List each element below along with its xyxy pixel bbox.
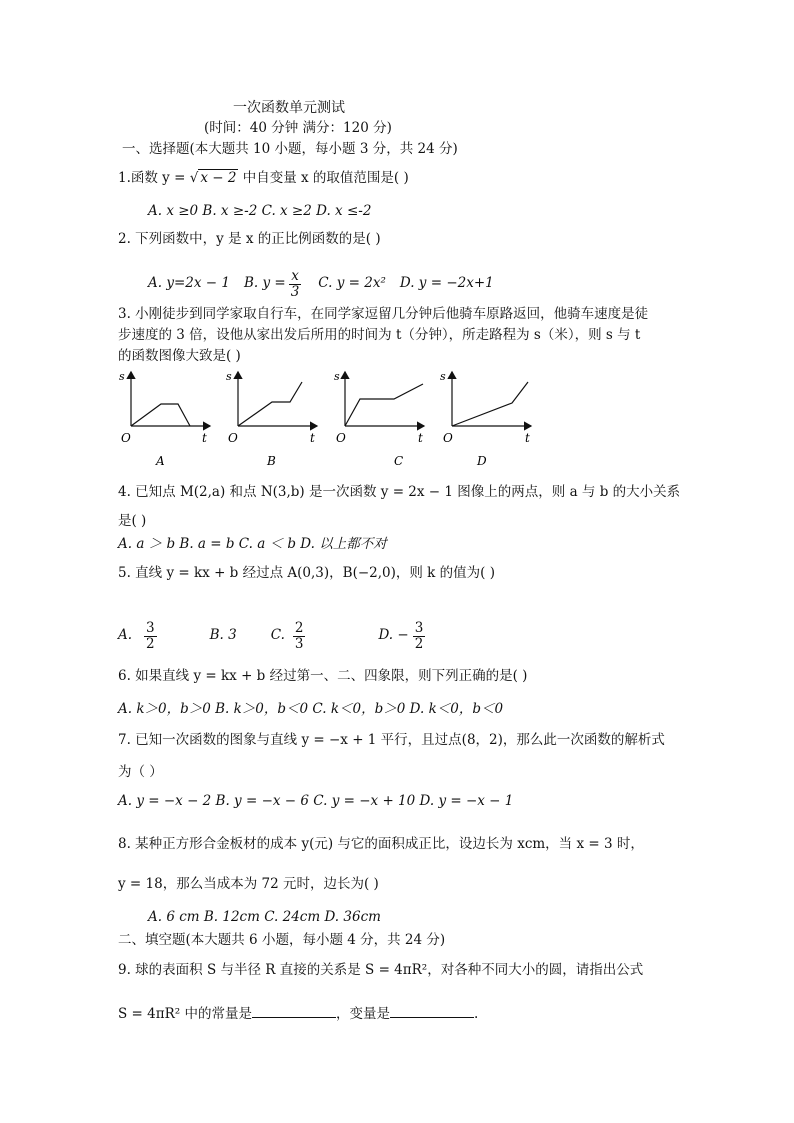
section-heading-choice: 一、选择题(本大题共 10 小题，每小题 3 分，共 24 分) [122,141,458,157]
question-1-stem [118,172,409,186]
q2-option-b-den: 3 [290,283,300,300]
q5-option-c-fraction [293,621,306,650]
question-8-options: A. 6 cm B. 12cm C. 24cm D. 36cm [148,909,381,925]
q5-option-c-pre: C. [270,627,285,644]
q5-option-a-num: 3 [146,620,155,637]
graph-a [119,370,210,468]
graph-a-label: A [156,454,165,468]
q2-option-d: D. y = −2x+1 [399,275,494,292]
question-4-options: A. a ＞ b B. a = b C. a ＜ b D. 以上都不对 [118,536,387,552]
q1-stem-post: 中自变量 x 的取值范围是( ) [238,170,409,186]
question-3-line-3: 的函数图像大致是( ) [118,348,241,364]
question-3-line-1: 3. 小刚徒步到同学家取自行车，在同学家逗留几分钟后他骑车原路返回，他骑车速度是徒 [118,306,649,322]
question-8-line-2: y = 18，那么当成本为 72 元时，边长为( ) [118,876,379,892]
question-9-line-2 [118,1005,478,1022]
graph-b-label: B [267,454,276,468]
section-heading-fill: 二、填空题(本大题共 6 小题，每小题 4 分，共 24 分) [118,932,446,948]
q2-option-b-fraction [289,269,302,298]
question-4-line-1: 4. 已知点 M(2,a) 和点 N(3,b) 是一次函数 y = 2x − 1 图像上的两点，则 a 与 b 的大小关系 [118,484,681,500]
question-7-line-2: 为（ ） [118,764,163,780]
q1-radicand: x − 2 [200,170,237,186]
constant-blank[interactable] [252,1005,336,1018]
q5-option-a-fraction [144,621,157,650]
question-1-options: A. x ≥0 B. x ≥-2 C. x ≥2 D. x ≤-2 [148,203,372,219]
graph-d-y-label: s [440,370,446,383]
q9-line-2-pre: S = 4πR² 中的常量是 [118,1006,252,1022]
question-7-options: A. y = −x − 2 B. y = −x − 6 C. y = −x + 10 D. y = −x − 1 [118,793,514,809]
graph-d-origin: O [443,431,453,445]
question-6-stem: 6. 如果直线 y = kx + b 经过第一、二、四象限，则下列正确的是( ) [118,668,528,684]
q5-option-a-pre: A. [118,627,133,644]
graph-c [334,370,424,468]
question-8-line-1: 8. 某种正方形合金板材的成本 y(元) 与它的面积成正比，设边长为 xcm，当 x = 3 时， [118,836,644,852]
graph-a-y-label: s [119,370,125,383]
q5-option-b: B. 3 [209,627,237,644]
q1-stem-pre: 1.函数 y = [118,170,190,186]
graph-d [440,370,531,468]
q5-option-d-fraction [413,621,426,650]
question-6-options: A. k＞0，b＞0 B. k＞0，b＜0 C. k＜0，b＞0 D. k＜0，b＜0 [118,701,504,717]
graph-c-label: C [394,454,404,468]
question-2-stem: 2. 下列函数中，y 是 x 的正比例函数的是( ) [118,231,381,247]
q3-graphs [110,366,550,470]
q2-option-a: A. y=2x − 1 [148,275,230,292]
q5-option-c-den: 3 [294,635,304,652]
q9-line-2-mid: ，变量是 [335,1006,390,1022]
graph-b [226,370,317,468]
q5-option-a-den: 2 [146,635,155,652]
question-7-line-1: 7. 已知一次函数的图象与直线 y = −x + 1 平行，且过点(8，2)，那么此一次函数的解析式 [118,732,665,748]
q2-option-b-num: x [289,269,302,284]
graph-a-origin: O [121,431,131,445]
q2-option-b-pre: B. y = [243,275,286,292]
question-5-stem: 5. 直线 y = kx + b 经过点 A(0,3)，B(−2,0)，则 k 的值为( ) [118,565,495,581]
q2-option-c: C. y = 2x² [318,275,386,292]
page-title: 一次函数单元测试 [233,100,345,116]
q5-option-c-num: 2 [294,620,304,637]
q5-option-d-pre: D. − [378,627,409,644]
graph-b-origin: O [228,431,238,445]
question-3-line-2: 步速度的 3 倍，设他从家出发后所用的时间为 t（分钟），所走路程为 s（米），则 s 与 t [118,327,641,343]
graph-b-y-label: s [226,370,232,383]
question-5-options [118,614,428,658]
graph-c-origin: O [336,431,346,445]
graph-c-y-label: s [334,370,340,383]
variable-blank[interactable] [390,1005,474,1018]
question-2-options [148,266,494,302]
graph-d-label: D [477,454,487,468]
q5-option-d-num: 3 [414,620,424,637]
graph-c-x-label: t [418,431,423,445]
graph-a-x-label: t [202,431,207,445]
page-subtitle: (时间：40 分钟 满分：120 分) [204,120,392,136]
sqrt-symbol: √ [189,170,199,186]
q9-line-2-end: . [473,1006,479,1022]
question-9-line-1: 9. 球的表面积 S 与半径 R 直接的关系是 S = 4πR²，对各种不同大小的圆，请指出公式 [118,962,644,978]
graph-b-x-label: t [310,431,315,445]
q5-option-d-den: 2 [414,635,424,652]
graph-d-x-label: t [525,431,530,445]
question-4-line-2: 是( ) [118,513,147,529]
